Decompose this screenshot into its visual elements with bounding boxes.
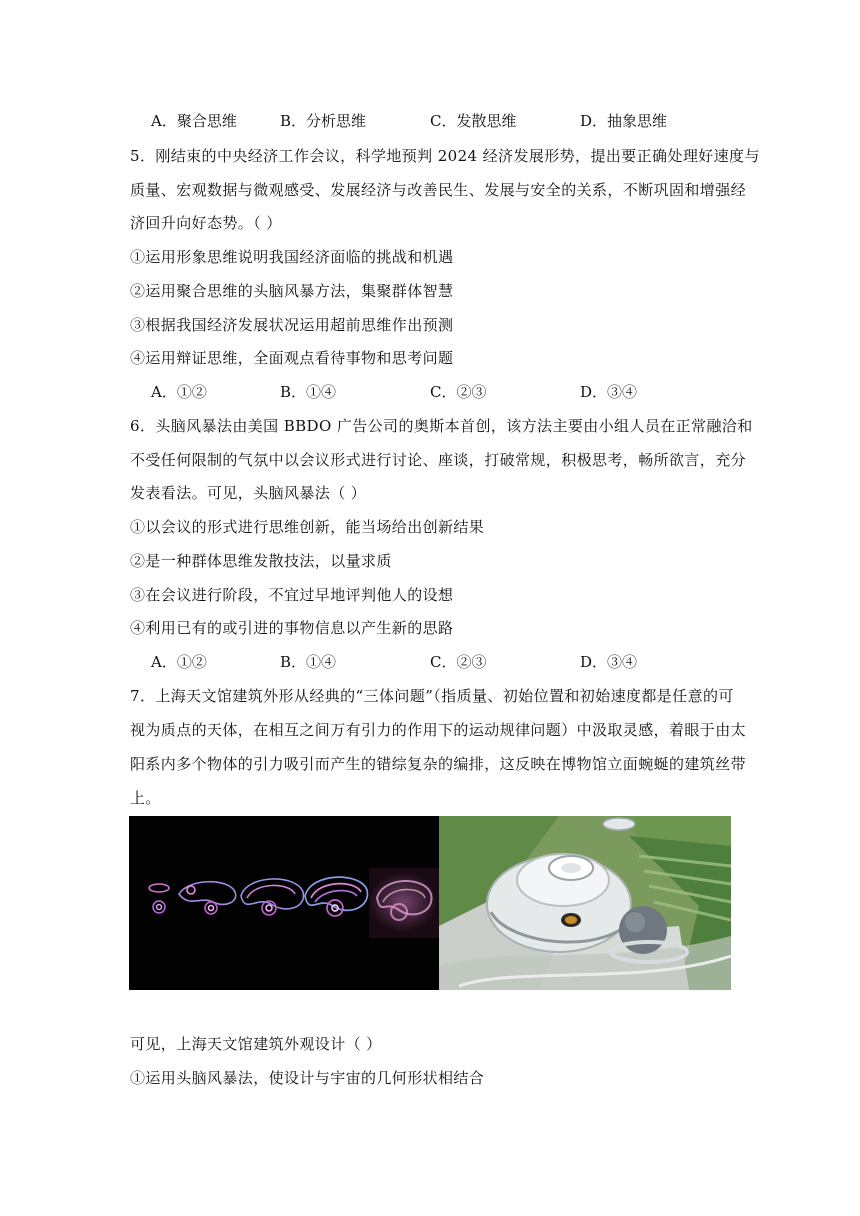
- q5-option-c: C．②③: [430, 383, 487, 401]
- q6-option-c: C．②③: [430, 653, 487, 671]
- q5-statement-3: ③根据我国经济发展状况运用超前思维作出预测: [130, 316, 454, 334]
- q5-option-b: B．①④: [280, 383, 337, 401]
- q7-question-prompt: 可见，上海天文馆建筑外观设计（ ）: [130, 1035, 382, 1053]
- q5-option-d: D．③④: [580, 383, 638, 401]
- three-body-orbit-image: [129, 816, 439, 990]
- q6-statement-1: ①以会议的形式进行思维创新，能当场给出创新结果: [130, 518, 485, 536]
- orbit-shape-4: [305, 877, 367, 916]
- museum-aerial-illustration: [439, 816, 731, 990]
- q5-statement-4: ④运用辩证思维，全面观点看待事物和思考问题: [130, 349, 454, 367]
- q6-option-d: D．③④: [580, 653, 638, 671]
- q7-stem-line-2: 视为质点的天体，在相互之间万有引力的作用下的运动规律问题）中汲取灵感，着眼于由太: [130, 721, 747, 739]
- q6-option-b: B．①④: [280, 653, 337, 671]
- q6-statement-4: ④利用已有的或引进的事物信息以产生新的思路: [130, 619, 454, 637]
- q5-statement-1: ①运用形象思维说明我国经济面临的挑战和机遇: [130, 248, 454, 266]
- q7-statement-1: ①运用头脑风暴法，使设计与宇宙的几何形状相结合: [130, 1069, 485, 1087]
- orbit-shape-2: [179, 882, 236, 914]
- q6-statement-2: ②是一种群体思维发散技法，以量求质: [130, 552, 392, 570]
- q5-stem-line-2: 质量、宏观数据与微观感受、发展经济与改善民生、发展与安全的关系，不断巩固和增强经: [130, 181, 747, 199]
- q5-option-a: A．①②: [151, 383, 207, 401]
- q6-stem-line-2: 不受任何限制的气氛中以会议形式进行讨论、座谈，打破常规，积极思考，畅所欲言，充分: [130, 451, 747, 469]
- q5-stem-line-3: 济回升向好态势。（ ）: [130, 214, 282, 232]
- orbit-illustration: [129, 816, 439, 990]
- astronomy-museum-photo: [439, 816, 731, 990]
- q4-option-b: B．分析思维: [280, 112, 367, 130]
- q4-option-c: C．发散思维: [430, 112, 517, 130]
- orbit-shape-3: [241, 879, 303, 915]
- q5-stem-line-1: 5．刚结束的中央经济工作会议，科学地预判 2024 经济发展形势，提出要正确处理好速度与: [130, 147, 760, 165]
- orbit-shape-1: [149, 884, 169, 913]
- q6-option-a: A．①②: [151, 653, 207, 671]
- q6-stem-line-1: 6．头脑风暴法由美国 BBDO 广告公司的奥斯本首创，该方法主要由小组人员在正常融洽和: [130, 417, 753, 435]
- q4-option-d: D．抽象思维: [580, 112, 668, 130]
- q7-stem-line-4: 上。: [130, 789, 161, 807]
- q7-stem-line-1: 7．上海天文馆建筑外形从经典的“三体问题”（指质量、初始位置和初始速度都是任意的可: [130, 687, 734, 705]
- q6-stem-line-3: 发表看法。可见，头脑风暴法（ ）: [130, 484, 367, 502]
- q4-option-a: A．聚合思维: [151, 112, 237, 130]
- q6-statement-3: ③在会议进行阶段，不宜过早地评判他人的设想: [130, 586, 454, 604]
- q5-statement-2: ②运用聚合思维的头脑风暴方法，集聚群体智慧: [130, 282, 454, 300]
- orbit-shape-5: [369, 868, 439, 938]
- q7-stem-line-3: 阳系内多个物体的引力吸引而产生的错综复杂的编排，这反映在博物馆立面蜿蜒的建筑丝带: [130, 755, 747, 773]
- q7-figure: [129, 816, 731, 990]
